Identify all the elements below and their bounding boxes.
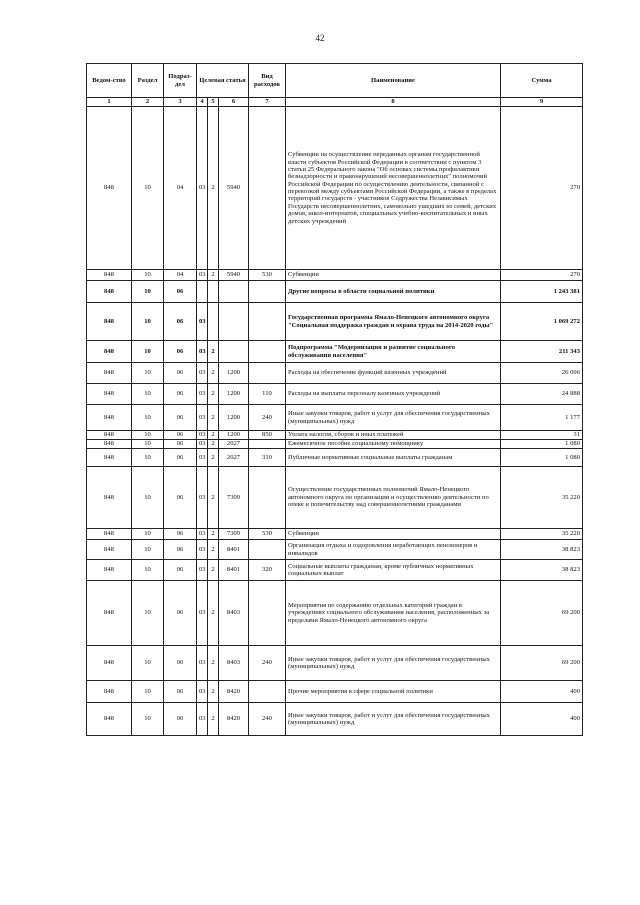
cell-podrazdel: 06 <box>164 560 197 581</box>
cell-razdel: 10 <box>132 431 164 440</box>
cell-vid-rashodov <box>249 341 286 363</box>
cell-cs-subprogram: 2 <box>208 560 219 581</box>
cell-cs-direction: 5940 <box>219 107 249 270</box>
cell-cs-direction: 2027 <box>219 449 249 467</box>
cell-podrazdel: 06 <box>164 384 197 405</box>
cell-summa: 1 177 <box>501 405 583 431</box>
cell-cs-program: 03 <box>197 270 208 281</box>
cell-vedomstvo: 848 <box>87 405 132 431</box>
table-row <box>87 440 583 449</box>
cell-naimenovanie: Государственная программа Ямало-Ненецкого автономного округа "Социальная поддержка граждан и охрана труда на 2014-2020 годы" <box>286 303 501 341</box>
cell-naimenovanie: Подпрограмма "Модернизация и развитие социального обслуживания населения" <box>286 341 501 363</box>
cell-cs-direction: 1200 <box>219 405 249 431</box>
cell-podrazdel: 06 <box>164 540 197 560</box>
cell-razdel: 10 <box>132 384 164 405</box>
cell-vid-rashodov: 240 <box>249 703 286 736</box>
header-summa: Сумма <box>501 64 583 98</box>
cell-summa: 69 200 <box>501 581 583 646</box>
header-row <box>87 64 583 98</box>
cell-razdel: 10 <box>132 529 164 540</box>
column-number-row <box>87 98 583 107</box>
cell-naimenovanie: Расходы на выплаты персоналу казенных учреждений <box>286 384 501 405</box>
cell-cs-subprogram: 2 <box>208 449 219 467</box>
cell-summa: 1 069 272 <box>501 303 583 341</box>
cell-razdel: 10 <box>132 405 164 431</box>
cell-razdel: 10 <box>132 440 164 449</box>
cell-vid-rashodov <box>249 281 286 303</box>
table-row <box>87 560 583 581</box>
cell-cs-program: 03 <box>197 529 208 540</box>
column-number: 8 <box>286 98 501 107</box>
cell-vid-rashodov: 320 <box>249 560 286 581</box>
cell-summa: 1 243 381 <box>501 281 583 303</box>
cell-summa: 24 888 <box>501 384 583 405</box>
cell-vedomstvo: 848 <box>87 581 132 646</box>
cell-cs-program <box>197 281 208 303</box>
cell-cs-subprogram: 2 <box>208 681 219 703</box>
cell-podrazdel: 04 <box>164 270 197 281</box>
cell-summa: 69 200 <box>501 646 583 681</box>
cell-razdel: 10 <box>132 303 164 341</box>
table-row <box>87 107 583 270</box>
cell-cs-direction <box>219 281 249 303</box>
cell-cs-subprogram: 2 <box>208 384 219 405</box>
cell-cs-subprogram: 2 <box>208 703 219 736</box>
cell-naimenovanie: Осуществление государственных полномочий Ямало-Ненецкого автономного округа по организации и осуществлению деятельности по опеке и попечительству над совершеннолетними гражданами <box>286 467 501 529</box>
cell-razdel: 10 <box>132 467 164 529</box>
cell-cs-direction: 1200 <box>219 363 249 384</box>
cell-cs-direction: 2027 <box>219 440 249 449</box>
cell-vedomstvo: 848 <box>87 431 132 440</box>
cell-cs-program: 03 <box>197 467 208 529</box>
table-row <box>87 581 583 646</box>
cell-cs-program: 03 <box>197 560 208 581</box>
header-razdel: Раздел <box>132 64 164 98</box>
cell-cs-subprogram: 2 <box>208 440 219 449</box>
cell-vedomstvo: 848 <box>87 384 132 405</box>
cell-razdel: 10 <box>132 646 164 681</box>
table-row <box>87 384 583 405</box>
cell-summa: 35 220 <box>501 467 583 529</box>
cell-cs-subprogram: 2 <box>208 529 219 540</box>
table-row <box>87 529 583 540</box>
cell-summa: 270 <box>501 107 583 270</box>
cell-cs-direction <box>219 303 249 341</box>
cell-cs-subprogram: 2 <box>208 363 219 384</box>
cell-cs-program: 03 <box>197 440 208 449</box>
cell-vedomstvo: 848 <box>87 449 132 467</box>
cell-naimenovanie: Прочие мероприятия в сфере социальной политики <box>286 681 501 703</box>
column-number: 2 <box>132 98 164 107</box>
cell-naimenovanie: Иные закупки товаров, работ и услуг для обеспечения государственных (муниципальных) нужд <box>286 405 501 431</box>
cell-summa: 38 823 <box>501 560 583 581</box>
column-number: 9 <box>501 98 583 107</box>
cell-razdel: 10 <box>132 449 164 467</box>
header-naimenovanie: Наименование <box>286 64 501 98</box>
cell-podrazdel: 06 <box>164 449 197 467</box>
cell-vid-rashodov: 530 <box>249 270 286 281</box>
cell-vedomstvo: 848 <box>87 281 132 303</box>
table-row <box>87 646 583 681</box>
cell-vid-rashodov <box>249 363 286 384</box>
cell-cs-program: 03 <box>197 384 208 405</box>
cell-cs-subprogram: 2 <box>208 540 219 560</box>
cell-podrazdel: 06 <box>164 405 197 431</box>
column-number: 7 <box>249 98 286 107</box>
cell-vid-rashodov <box>249 540 286 560</box>
cell-cs-program: 03 <box>197 449 208 467</box>
cell-cs-subprogram: 2 <box>208 341 219 363</box>
table-row <box>87 281 583 303</box>
cell-vedomstvo: 848 <box>87 540 132 560</box>
cell-podrazdel: 06 <box>164 440 197 449</box>
cell-cs-subprogram: 2 <box>208 270 219 281</box>
cell-cs-program: 03 <box>197 681 208 703</box>
cell-naimenovanie: Иные закупки товаров, работ и услуг для обеспечения государственных (муниципальных) нужд <box>286 703 501 736</box>
cell-cs-direction: 5940 <box>219 270 249 281</box>
cell-cs-direction: 1200 <box>219 431 249 440</box>
cell-cs-program: 03 <box>197 303 208 341</box>
cell-razdel: 10 <box>132 363 164 384</box>
cell-razdel: 10 <box>132 703 164 736</box>
column-number: 5 <box>208 98 219 107</box>
cell-cs-program: 03 <box>197 363 208 384</box>
cell-summa: 31 <box>501 431 583 440</box>
cell-naimenovanie: Публичные нормативные социальные выплаты гражданам <box>286 449 501 467</box>
cell-razdel: 10 <box>132 270 164 281</box>
cell-naimenovanie: Субвенции на осуществление переданных органам государственной власти субъектов Российской Федерации в соответствии с пунктом 3 статьи 25 Федерального закона "Об основах системы профилактики безнадзорности и правонарушений несовершеннолетних" полномочий Российской Федерации по осуществлению деятельности, связанной с перевозкой между субъектами Российской Федерации, а также в пределах территорий государств - участников Содружества Независимых Государств несовершеннолетних, самовольно ушедших из семей, детских домов, школ-интернатов, специальных учебно-воспитательных и иных детских учреждений <box>286 107 501 270</box>
table-row <box>87 270 583 281</box>
cell-podrazdel: 06 <box>164 529 197 540</box>
cell-vid-rashodov <box>249 303 286 341</box>
cell-razdel: 10 <box>132 107 164 270</box>
cell-naimenovanie: Расходы на обеспечение функций казенных учреждений <box>286 363 501 384</box>
cell-podrazdel: 06 <box>164 281 197 303</box>
cell-vid-rashodov <box>249 107 286 270</box>
cell-vedomstvo: 848 <box>87 646 132 681</box>
column-number: 1 <box>87 98 132 107</box>
cell-summa: 1 080 <box>501 440 583 449</box>
cell-cs-direction: 8401 <box>219 560 249 581</box>
column-number: 3 <box>164 98 197 107</box>
cell-cs-direction: 8420 <box>219 703 249 736</box>
cell-podrazdel: 06 <box>164 363 197 384</box>
column-number: 4 <box>197 98 208 107</box>
cell-cs-subprogram <box>208 303 219 341</box>
cell-vid-rashodov: 240 <box>249 405 286 431</box>
cell-cs-direction: 8403 <box>219 646 249 681</box>
cell-vedomstvo: 848 <box>87 270 132 281</box>
cell-cs-program: 03 <box>197 431 208 440</box>
table-row <box>87 303 583 341</box>
cell-summa: 211 343 <box>501 341 583 363</box>
cell-vid-rashodov <box>249 581 286 646</box>
cell-vid-rashodov: 310 <box>249 449 286 467</box>
cell-podrazdel: 06 <box>164 646 197 681</box>
cell-cs-program: 03 <box>197 341 208 363</box>
cell-podrazdel: 04 <box>164 107 197 270</box>
cell-vedomstvo: 848 <box>87 303 132 341</box>
table-row <box>87 467 583 529</box>
table-row <box>87 681 583 703</box>
table-row <box>87 703 583 736</box>
header-vedomstvo: Ведом-ство <box>87 64 132 98</box>
cell-razdel: 10 <box>132 540 164 560</box>
cell-vid-rashodov <box>249 467 286 529</box>
cell-naimenovanie: Социальные выплаты гражданам, кроме публичных нормативных социальных выплат <box>286 560 501 581</box>
cell-cs-subprogram: 2 <box>208 467 219 529</box>
cell-vedomstvo: 848 <box>87 560 132 581</box>
cell-vid-rashodov: 850 <box>249 431 286 440</box>
cell-summa: 400 <box>501 681 583 703</box>
cell-cs-subprogram: 2 <box>208 646 219 681</box>
header-vid-rashodov: Вид расходов <box>249 64 286 98</box>
page-number: 42 <box>315 33 325 43</box>
cell-cs-direction <box>219 341 249 363</box>
cell-naimenovanie: Другие вопросы в области социальной политики <box>286 281 501 303</box>
cell-vedomstvo: 848 <box>87 529 132 540</box>
cell-vid-rashodov <box>249 440 286 449</box>
cell-podrazdel: 06 <box>164 703 197 736</box>
cell-vid-rashodov: 110 <box>249 384 286 405</box>
table-row <box>87 341 583 363</box>
cell-summa: 400 <box>501 703 583 736</box>
cell-podrazdel: 06 <box>164 303 197 341</box>
cell-cs-program: 03 <box>197 581 208 646</box>
cell-razdel: 10 <box>132 681 164 703</box>
table-row <box>87 540 583 560</box>
cell-vid-rashodov: 240 <box>249 646 286 681</box>
cell-summa: 270 <box>501 270 583 281</box>
cell-vid-rashodov: 530 <box>249 529 286 540</box>
cell-naimenovanie: Организация отдыха и оздоровления неработающих пенсионеров и инвалидов <box>286 540 501 560</box>
cell-cs-program: 03 <box>197 646 208 681</box>
cell-summa: 26 096 <box>501 363 583 384</box>
cell-cs-program: 03 <box>197 107 208 270</box>
budget-table <box>86 63 583 736</box>
cell-cs-direction: 8403 <box>219 581 249 646</box>
cell-cs-direction: 7309 <box>219 467 249 529</box>
cell-summa: 38 823 <box>501 540 583 560</box>
cell-vedomstvo: 848 <box>87 440 132 449</box>
cell-naimenovanie: Иные закупки товаров, работ и услуг для обеспечения государственных (муниципальных) нужд <box>286 646 501 681</box>
cell-cs-program: 03 <box>197 540 208 560</box>
cell-razdel: 10 <box>132 560 164 581</box>
cell-cs-direction: 7309 <box>219 529 249 540</box>
cell-podrazdel: 06 <box>164 341 197 363</box>
cell-naimenovanie: Мероприятия по содержанию отдельных категорий граждан в учреждениях социального обслуживания населения, расположенных за пределами Ямало-Ненецкого автономного округа <box>286 581 501 646</box>
header-celevaya-statya: Целевая статья <box>197 64 249 98</box>
cell-podrazdel: 06 <box>164 467 197 529</box>
cell-podrazdel: 06 <box>164 581 197 646</box>
cell-vedomstvo: 848 <box>87 341 132 363</box>
table-row <box>87 405 583 431</box>
table-row <box>87 363 583 384</box>
table-row <box>87 431 583 440</box>
cell-vid-rashodov <box>249 681 286 703</box>
cell-naimenovanie: Ежемесячное пособие социальному помощнику <box>286 440 501 449</box>
cell-cs-subprogram: 2 <box>208 431 219 440</box>
cell-podrazdel: 06 <box>164 431 197 440</box>
cell-summa: 35 220 <box>501 529 583 540</box>
column-number: 6 <box>219 98 249 107</box>
cell-cs-subprogram: 2 <box>208 581 219 646</box>
cell-cs-program: 03 <box>197 405 208 431</box>
cell-cs-direction: 8420 <box>219 681 249 703</box>
header-podrazdel: Подраз-дел <box>164 64 197 98</box>
cell-cs-direction: 1200 <box>219 384 249 405</box>
cell-razdel: 10 <box>132 281 164 303</box>
table-row <box>87 449 583 467</box>
cell-vedomstvo: 848 <box>87 681 132 703</box>
cell-cs-program: 03 <box>197 703 208 736</box>
cell-cs-subprogram <box>208 281 219 303</box>
cell-cs-subprogram: 2 <box>208 405 219 431</box>
cell-vedomstvo: 848 <box>87 107 132 270</box>
cell-podrazdel: 06 <box>164 681 197 703</box>
cell-cs-subprogram: 2 <box>208 107 219 270</box>
cell-naimenovanie: Уплата налогов, сборов и иных платежей <box>286 431 501 440</box>
cell-razdel: 10 <box>132 581 164 646</box>
cell-naimenovanie: Субвенции <box>286 270 501 281</box>
cell-cs-direction: 8401 <box>219 540 249 560</box>
cell-vedomstvo: 848 <box>87 363 132 384</box>
cell-vedomstvo: 848 <box>87 467 132 529</box>
cell-razdel: 10 <box>132 341 164 363</box>
cell-vedomstvo: 848 <box>87 703 132 736</box>
cell-naimenovanie: Субвенции <box>286 529 501 540</box>
cell-summa: 1 080 <box>501 449 583 467</box>
